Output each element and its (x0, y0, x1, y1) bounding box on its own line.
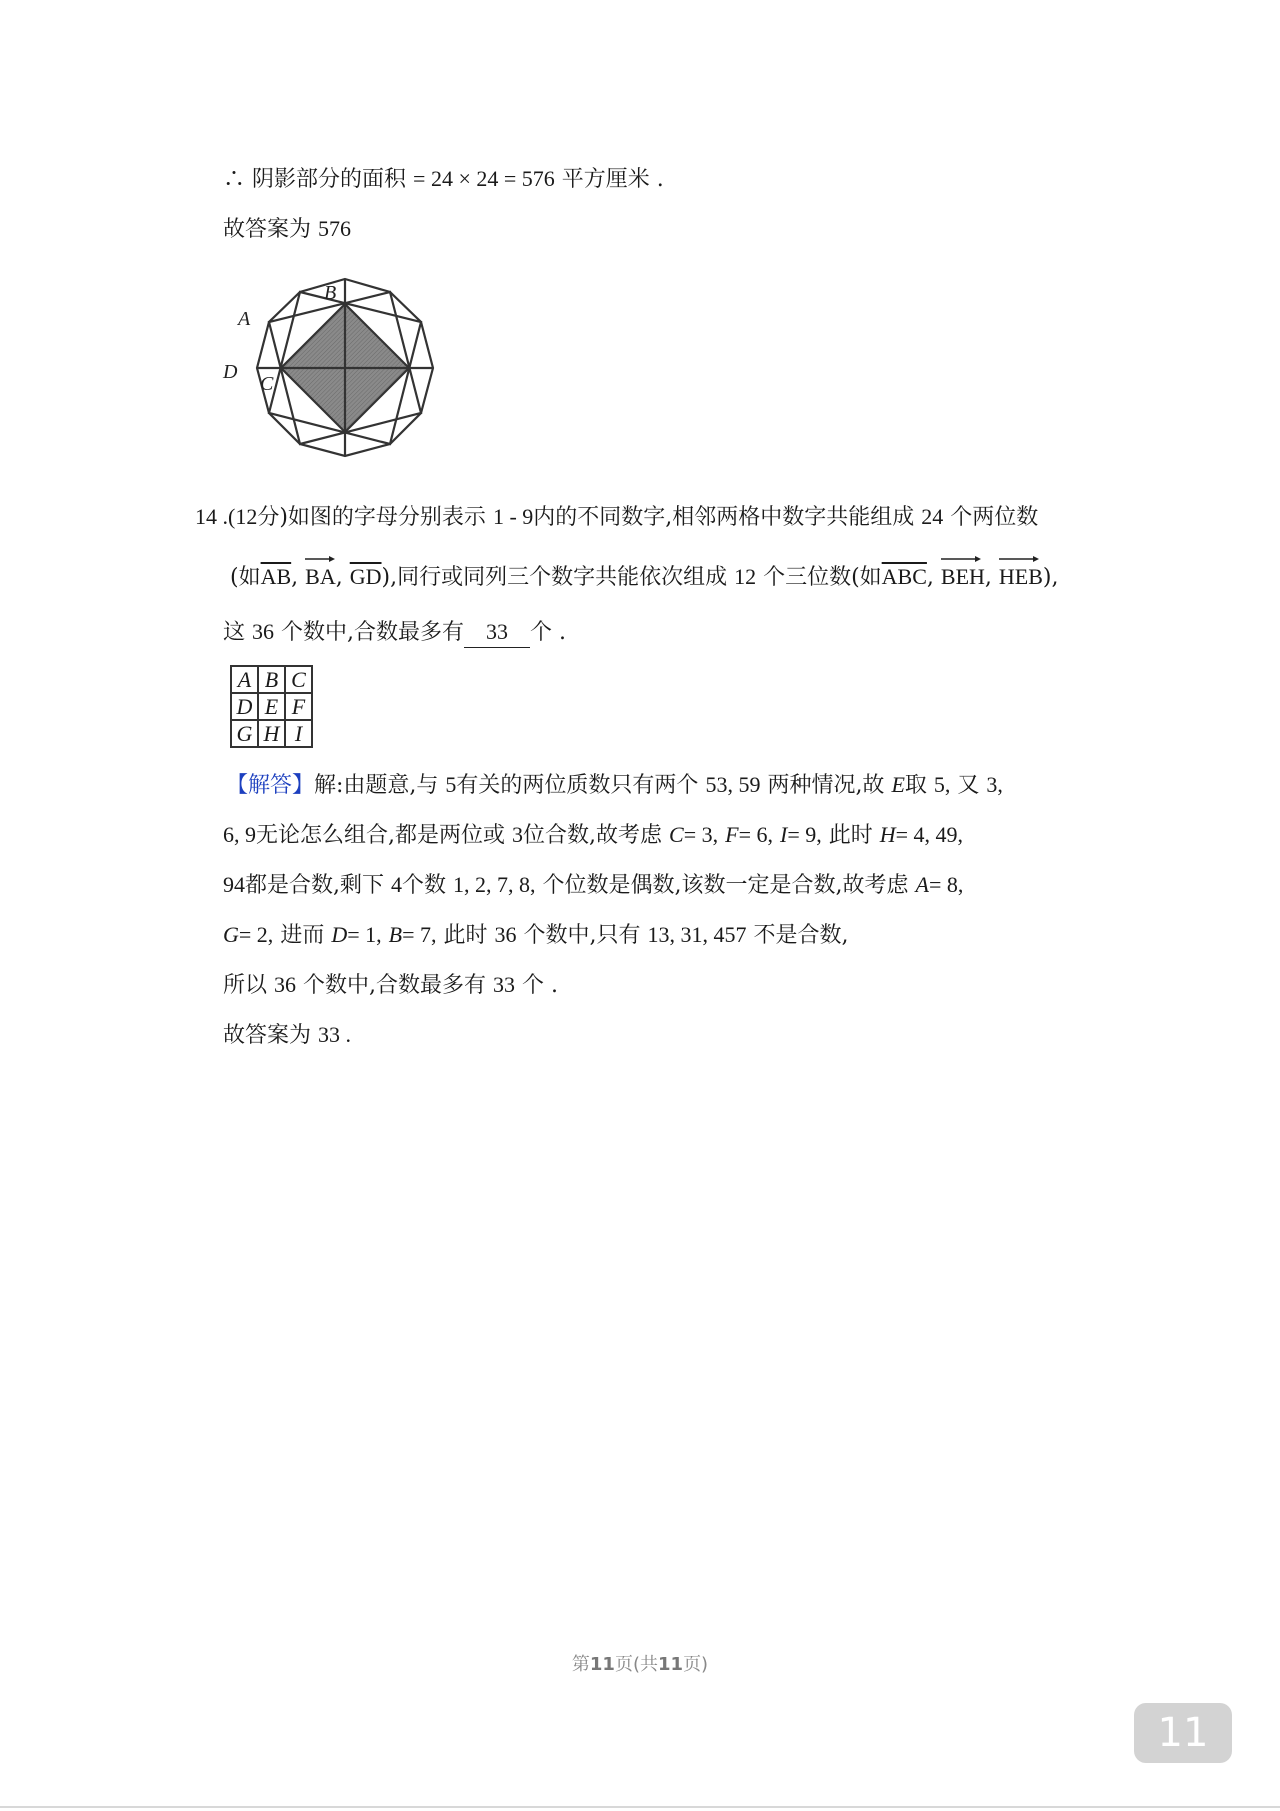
solution-line-4: G= 2, 进而 D= 1, B= 7, 此时 36 个数中,只有 13, 31, 457 不是合数, (223, 922, 849, 948)
vector-beh: BEH (941, 562, 985, 592)
grid-cell: H (258, 720, 285, 747)
grid-cell: D (231, 693, 258, 720)
page-number-badge: 11 (1134, 1703, 1232, 1763)
grid-cell: I (285, 720, 312, 747)
answer-blank: 33 (464, 617, 530, 648)
label-a: A (238, 308, 251, 330)
answer-line-1: 故答案为 576 (223, 216, 352, 242)
vector-ba: BA (305, 562, 336, 592)
solution-line-2: 6, 9无论怎么组合,都是两位或 3位合数,故考虑 C= 3, F= 6, I= 9, 此时 H= 4, 49, (223, 822, 964, 848)
grid-cell: B (258, 666, 285, 693)
number-abc: $\overline{ABC}$ (881, 564, 927, 589)
question-14-line-1: 14 .(12分)如图的字母分别表示 1 - 9内的不同数字,相邻两格中数字共能组成 24 个两位数 (195, 504, 1039, 530)
question-14-line-3: 这 36 个数中,合数最多有 33 个 . (223, 617, 566, 648)
dodecagon-figure (220, 270, 450, 475)
therefore-symbol: ∴ (223, 167, 246, 192)
bottom-divider (0, 1806, 1280, 1808)
page-footer: 第11页(共11页) (571, 1654, 709, 1675)
grid-cell: E (258, 693, 285, 720)
grid-cell: F (285, 693, 312, 720)
solution-line-1: 【解答】解:由题意,与 5有关的两位质数只有两个 53, 59 两种情况,故 E取 5, 又 3, (226, 772, 1003, 798)
grid-cell: A (231, 666, 258, 693)
grid-row (231, 720, 312, 747)
question-14-line-2: (如$\overline{AB}$, BA, $\overline{GD}$),同行或同列三个数字共能依次组成 12 个三位数(如$\overline{ABC}$, BEH, HEB), (230, 562, 1059, 593)
shaded-area-line: ∴ 阴影部分的面积 = 24 × 24 = 576 平方厘米 . (223, 166, 664, 192)
letter-grid (230, 665, 313, 748)
vector-heb: HEB (999, 562, 1043, 592)
answer-line-2: 故答案为 33 . (223, 1022, 352, 1048)
solution-line-5: 所以 36 个数中,合数最多有 33 个 . (223, 972, 559, 998)
label-b: B (324, 282, 337, 304)
grid-cell: G (231, 720, 258, 747)
number-ab: $\overline{AB}$ (260, 564, 292, 589)
label-d: D (223, 361, 238, 383)
number-gd: $\overline{GD}$ (349, 564, 382, 589)
grid-cell: C (285, 666, 312, 693)
grid-row (231, 666, 312, 693)
grid-row (231, 693, 312, 720)
label-c: C (260, 373, 274, 395)
solution-line-3: 94都是合数,剩下 4个数 1, 2, 7, 8, 个位数是偶数,该数一定是合数,故考虑 A= 8, (223, 872, 964, 898)
solution-tag: 【解答】 (226, 773, 315, 798)
